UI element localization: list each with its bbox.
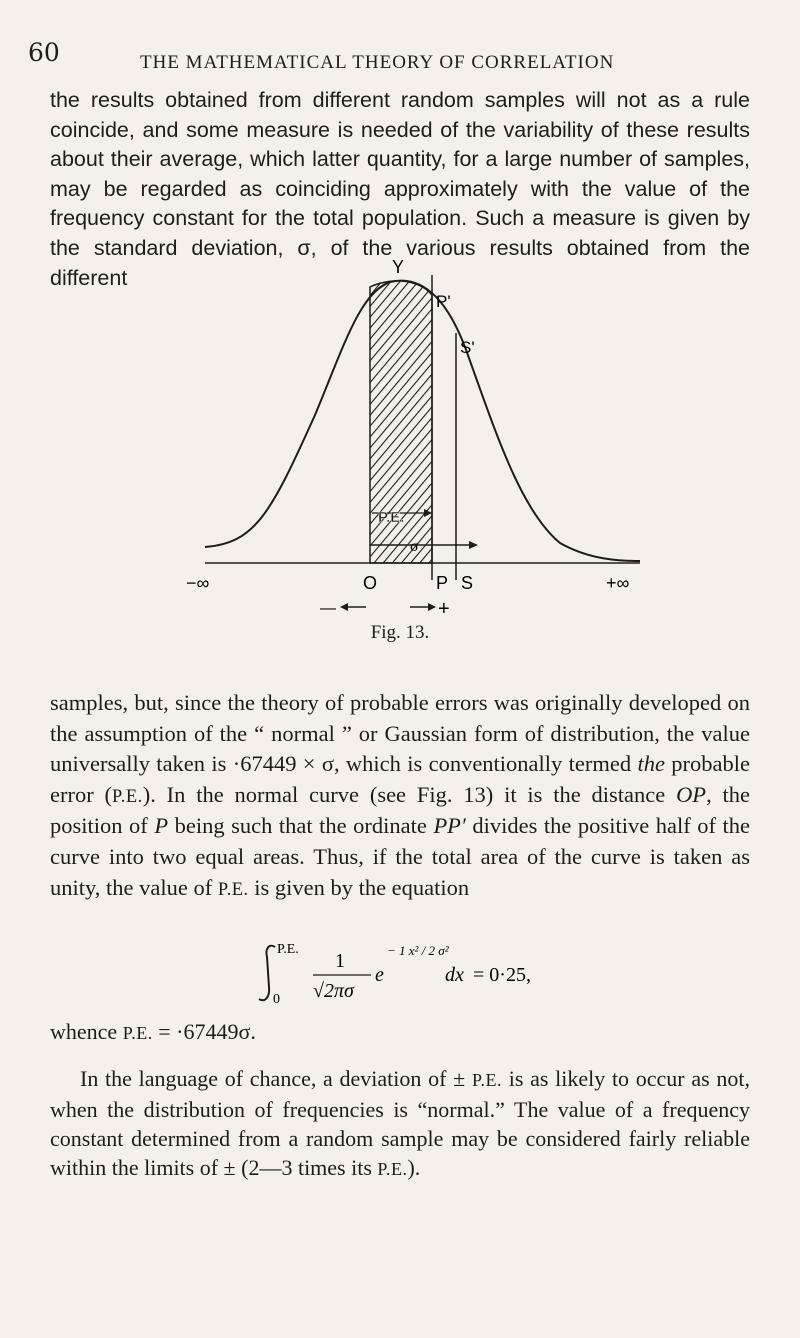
- whence-text-1: whence: [50, 1019, 123, 1044]
- p3-pe-2: P.E.: [377, 1159, 408, 1179]
- p2-italic-pp-prime: PP′: [433, 813, 466, 839]
- p2-italic-op: OP: [676, 781, 707, 807]
- running-head: THE MATHEMATICAL THEORY OF CORRELATION: [140, 52, 615, 73]
- p3-pe-1: P.E.: [471, 1070, 502, 1090]
- label-p-prime: P': [436, 292, 451, 311]
- p2-text-1: samples, but, since the theory of probable errors was originally developed on the assumption of the “ normal ” or Gaussian form of distribution, the value universally taken is ·67449 × σ, which is conventionally termed: [50, 690, 750, 777]
- whence-pe: P.E.: [122, 1023, 153, 1043]
- p3-text-3: is as likely to occur as not, when the distribution of frequencies is “normal.” The value of a frequency constant determined from a random sample may be considered fairly reliable within the limits of ± (2—3 times its: [50, 1066, 750, 1180]
- label-origin: O: [363, 573, 378, 593]
- numerator: 1: [335, 950, 345, 972]
- dx: dx: [445, 964, 464, 986]
- p2-text-5: ). In the normal curve (see Fig. 13) it is the distance: [142, 781, 677, 807]
- p2-pe-1: P.E.: [112, 785, 143, 806]
- whence-line: [50, 1019, 256, 1045]
- p2-italic-the: the: [637, 751, 665, 777]
- label-plus: +: [438, 598, 450, 615]
- p3-text-1: In the language of chance, a deviation of ±: [80, 1066, 472, 1091]
- p2-text-7: , the position of: [50, 781, 750, 839]
- integral-equation: [255, 933, 615, 1013]
- p2-text-11: divides the positive half of the curve into two equal areas. Thus, if the total area of the curve is taken as unity, the value of: [50, 813, 750, 900]
- paragraph-3: [50, 1064, 750, 1184]
- label-neg-inf: −∞: [186, 573, 210, 593]
- normal-curve-diagram: [120, 255, 680, 615]
- label-minus: —: [320, 600, 336, 615]
- label-sigma: σ: [410, 538, 419, 555]
- figure-normal-curve: [120, 255, 680, 645]
- left-arrow-head: [340, 603, 348, 611]
- label-p: P: [436, 573, 449, 593]
- p2-text-13: is given by the equation: [248, 874, 470, 900]
- sigma-arrow-head: [469, 541, 478, 549]
- page-number: 60: [28, 38, 60, 67]
- label-y: Y: [392, 257, 405, 277]
- paragraph-1: the results obtained from different random samples will not as a rule coincide, and some measure is needed of the variability of these results about their average, which latter quantity, for a large number of samples, may be regarded as coinciding approximately with the value of the frequency constant for the total population. Such a measure is given by the standard deviation, σ, of the various results obtained from the different: [50, 88, 750, 290]
- p2-italic-p: P: [154, 813, 169, 839]
- label-s-prime: S': [460, 338, 475, 357]
- figure-caption: Fig. 13.: [370, 622, 430, 643]
- p2-text-9: being such that the ordinate: [168, 813, 434, 839]
- label-pos-inf: +∞: [606, 573, 630, 593]
- equation-svg: [255, 933, 615, 1013]
- exp-base: e: [375, 964, 384, 986]
- denominator: √2πσ: [313, 980, 354, 1002]
- equation-rhs: = 0·25,: [473, 964, 531, 986]
- p2-text-3: probable error (: [50, 751, 750, 807]
- right-arrow-head: [428, 603, 436, 611]
- p2-pe-2: P.E.: [217, 878, 249, 899]
- label-s: S: [461, 573, 474, 593]
- whence-text-3: = ·67449σ.: [152, 1019, 256, 1044]
- p3-text-5: ).: [407, 1155, 421, 1180]
- label-pe: P.E.: [378, 509, 405, 526]
- exp-power: − 1 x² / 2 σ²: [387, 943, 449, 958]
- lower-limit: 0: [273, 992, 280, 1007]
- upper-limit: P.E.: [277, 942, 299, 957]
- paragraph-2: [50, 688, 750, 904]
